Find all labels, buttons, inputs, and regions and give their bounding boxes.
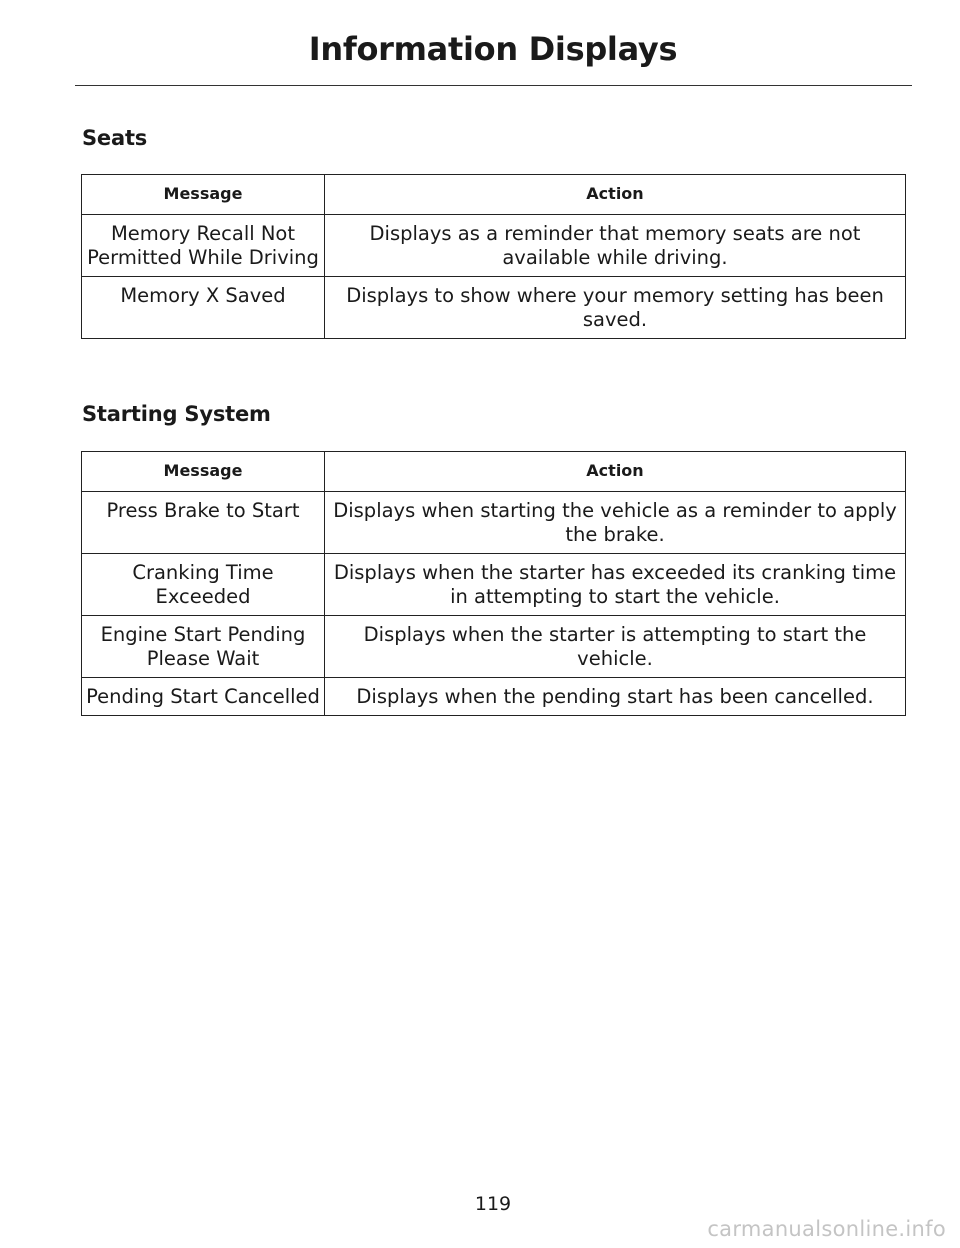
table-row bbox=[82, 554, 906, 616]
table-row bbox=[82, 492, 906, 554]
table-row bbox=[82, 678, 906, 716]
column-header-action: Action bbox=[325, 175, 906, 215]
table-row bbox=[82, 277, 906, 339]
seats-heading: Seats bbox=[82, 126, 148, 150]
table-row bbox=[82, 616, 906, 678]
table-row bbox=[82, 215, 906, 277]
table-header-row bbox=[82, 452, 906, 492]
action-cell: Displays when the pending start has been cancelled. bbox=[325, 678, 906, 716]
seats-table bbox=[81, 174, 906, 339]
message-cell: Engine Start Pending Please Wait bbox=[82, 616, 325, 678]
message-cell: Memory Recall Not Permitted While Driving bbox=[82, 215, 325, 277]
watermark: carmanualsonline.info bbox=[707, 1217, 946, 1241]
column-header-message: Message bbox=[82, 452, 325, 492]
message-cell: Cranking Time Exceeded bbox=[82, 554, 325, 616]
message-cell: Press Brake to Start bbox=[82, 492, 325, 554]
action-cell: Displays as a reminder that memory seats are not available while driving. bbox=[325, 215, 906, 277]
table-header-row bbox=[82, 175, 906, 215]
message-cell: Memory X Saved bbox=[82, 277, 325, 339]
column-header-message: Message bbox=[82, 175, 325, 215]
starting-system-heading: Starting System bbox=[82, 402, 271, 426]
column-header-action: Action bbox=[325, 452, 906, 492]
action-cell: Displays to show where your memory setting has been saved. bbox=[325, 277, 906, 339]
title-divider bbox=[75, 85, 912, 86]
action-cell: Displays when starting the vehicle as a reminder to apply the brake. bbox=[325, 492, 906, 554]
starting-system-table bbox=[81, 451, 906, 716]
action-cell: Displays when the starter is attempting to start the vehicle. bbox=[325, 616, 906, 678]
message-cell: Pending Start Cancelled bbox=[82, 678, 325, 716]
action-cell: Displays when the starter has exceeded its cranking time in attempting to start the vehicle. bbox=[325, 554, 906, 616]
page-title: Information Displays bbox=[308, 30, 678, 68]
page-number: 119 bbox=[474, 1193, 512, 1215]
